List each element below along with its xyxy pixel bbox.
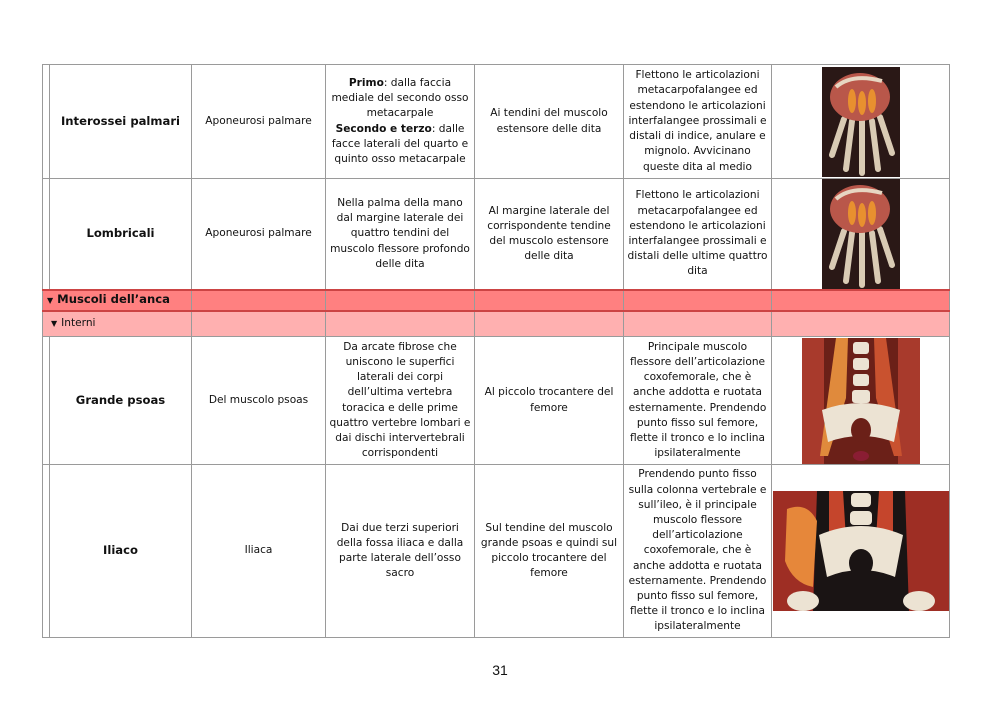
subsection-cell <box>772 311 950 337</box>
subsection-cell <box>475 311 624 337</box>
origin-cell: Da arcate fibrose che uniscono le superfici laterali dei corpi dell’ultima vertebra toracica e delle prime quattro vertebre lombari e dai dischi intervertebrali corrispondenti <box>326 337 475 465</box>
origin-part <box>329 122 471 168</box>
fascia-cell: Aponeurosi palmare <box>192 65 326 179</box>
muscle-name: Interossei palmari <box>50 65 192 179</box>
hand-muscles-icon <box>822 179 900 289</box>
image-cell <box>772 65 950 179</box>
origin-part <box>329 76 471 122</box>
subsection-cell <box>192 311 326 337</box>
section-cell <box>192 290 326 311</box>
hand-muscles-icon <box>822 67 900 177</box>
page-number: 31 <box>492 662 508 678</box>
insertion-cell: Sul tendine del muscolo grande psoas e quindi sul piccolo trocantere del femore <box>475 465 624 638</box>
fascia-cell: Iliaca <box>192 465 326 638</box>
subsection-header[interactable] <box>43 311 192 337</box>
section-cell <box>475 290 624 311</box>
disclosure-triangle-icon[interactable]: ▼ <box>47 296 54 306</box>
muscle-table <box>42 64 950 638</box>
subsection-title: Interni <box>61 317 96 330</box>
muscle-name: Lombricali <box>50 179 192 291</box>
action-cell: Prendendo punto fisso sulla colonna vertebrale e sull’ileo, è il principale muscolo flessore dell’articolazione coxofemorale, che è anche addotta e ruotata esternamente. Prendendo punto fisso sul femore, flette il tronco e lo inclina ipsilateralmente <box>624 465 772 638</box>
action-cell: Flettono le articolazioni metacarpofalangee ed estendono le articolazioni interfalangee prossimali e distali di indice, anulare e mignolo. Avvicinano queste dita al medio <box>624 65 772 179</box>
subsection-cell <box>326 311 475 337</box>
insertion-cell: Ai tendini del muscolo estensore delle dita <box>475 65 624 179</box>
origin-cell: Nella palma della mano dal margine laterale dei quattro tendini del muscolo flessore profondo delle dita <box>326 179 475 291</box>
subsection-cell <box>624 311 772 337</box>
muscle-name: Iliaco <box>50 465 192 638</box>
section-header-row <box>43 290 950 311</box>
origin-part-label: Secondo e terzo <box>335 122 432 135</box>
subsection-header-row <box>43 311 950 337</box>
origin-cell: Dai due terzi superiori della fossa iliaca e dalla parte laterale dell’osso sacro <box>326 465 475 638</box>
row-gutter <box>43 337 50 465</box>
section-cell <box>772 290 950 311</box>
image-cell <box>772 337 950 465</box>
action-cell: Flettono le articolazioni metacarpofalangee ed estendono le articolazioni interfalangee prossimali e distali delle ultime quattro dita <box>624 179 772 291</box>
fascia-cell: Del muscolo psoas <box>192 337 326 465</box>
table-row <box>43 337 950 465</box>
row-gutter <box>43 65 50 179</box>
fascia-cell: Aponeurosi palmare <box>192 179 326 291</box>
insertion-cell: Al margine laterale del corrispondente tendine del muscolo estensore delle dita <box>475 179 624 291</box>
image-cell <box>772 465 950 638</box>
insertion-cell: Al piccolo trocantere del femore <box>475 337 624 465</box>
origin-cell <box>326 65 475 179</box>
row-gutter <box>43 179 50 291</box>
muscle-table-container <box>42 64 949 638</box>
section-cell <box>326 290 475 311</box>
iliacus-muscle-icon <box>773 491 949 611</box>
disclosure-triangle-icon[interactable]: ▼ <box>51 319 58 329</box>
section-title: Muscoli dell’anca <box>57 292 170 307</box>
psoas-muscle-icon <box>802 338 920 464</box>
section-header[interactable] <box>43 290 192 311</box>
table-row <box>43 179 950 291</box>
origin-part-text: : dalla faccia mediale del secondo osso metacarpale <box>331 76 469 120</box>
image-cell <box>772 179 950 291</box>
section-cell <box>624 290 772 311</box>
origin-part-label: Primo <box>348 76 384 89</box>
muscle-name: Grande psoas <box>50 337 192 465</box>
table-row <box>43 65 950 179</box>
row-gutter <box>43 465 50 638</box>
action-cell: Principale muscolo flessore dell’articolazione coxofemorale, che è anche addotta e ruotata esternamente. Prendendo punto fisso sul femore, flette il tronco e lo inclina ipsilateralmente <box>624 337 772 465</box>
origin-part-text: : dalle facce laterali del quarto e quinto osso metacarpale <box>331 122 469 165</box>
table-row <box>43 465 950 638</box>
